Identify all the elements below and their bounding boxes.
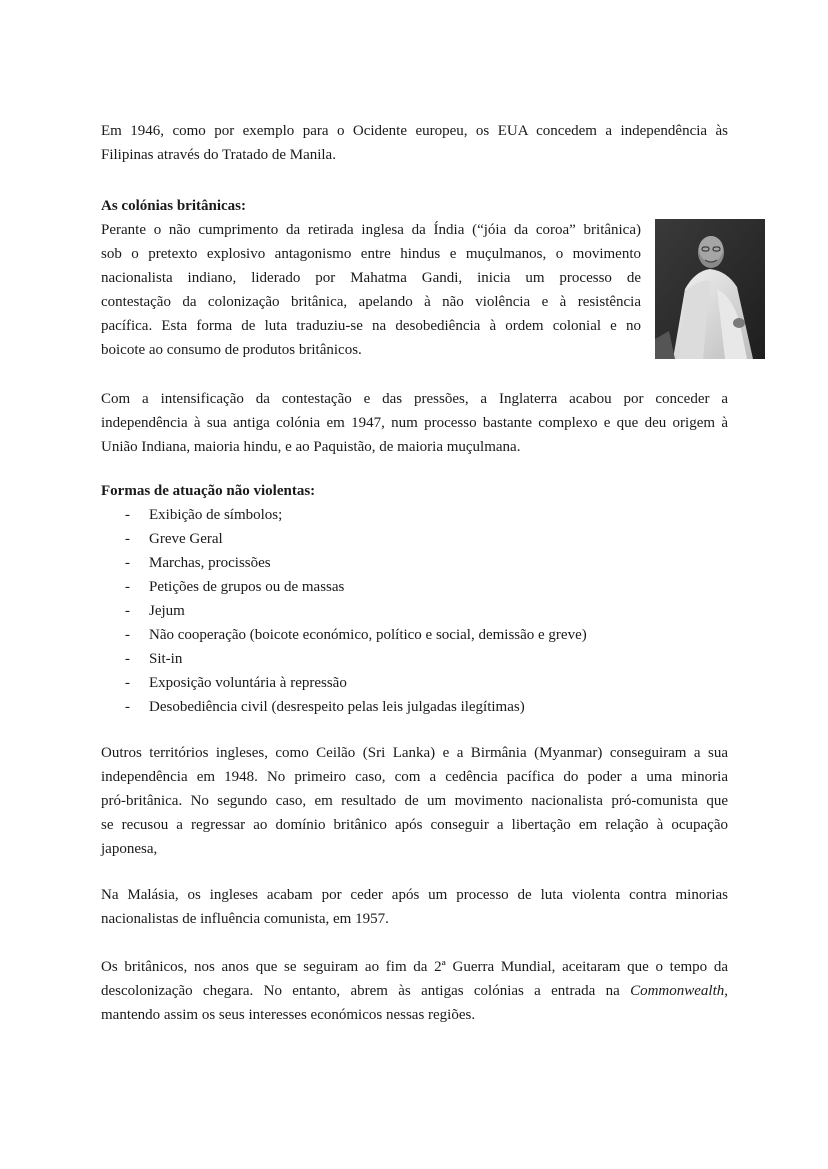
- dash-bullet: -: [125, 507, 130, 523]
- list-item-text: Exibição de símbolos;: [149, 507, 283, 523]
- text-line: Em 1946, como por exemplo para o Ocidente europeu, os EUA concedem a independência às: [101, 123, 728, 139]
- list-item: [101, 647, 728, 671]
- list-item: [101, 503, 728, 527]
- text-line: Perante o não cumprimento da retirada inglesa da Índia (“jóia da coroa” britânica): [101, 222, 641, 238]
- text-line: Na Malásia, os ingleses acabam por ceder após um processo de luta violenta contra minorias: [101, 887, 728, 903]
- list-item-text: Exposição voluntária à repressão: [149, 675, 347, 691]
- heading-british-colonies: As colónias britânicas:: [101, 198, 247, 214]
- text-fragment: ,: [724, 983, 728, 999]
- text-line: independência à sua antiga colónia em 1947, num processo bastante complexo e que deu origem à: [101, 415, 728, 431]
- dash-bullet: -: [125, 579, 130, 595]
- text-line: se recusou a regressar ao domínio britânico após conseguir a libertação em relação à ocupação: [101, 817, 728, 833]
- text-line: mantendo assim os seus interesses económicos nessas regiões.: [101, 1007, 476, 1023]
- list-item-text: Greve Geral: [149, 531, 223, 547]
- dash-bullet: -: [125, 603, 130, 619]
- commonwealth-term: Commonwealth: [630, 983, 725, 999]
- list-item: [101, 671, 728, 695]
- text-line: independência em 1948. No primeiro caso, com a cedência pacífica do poder a uma minoria: [101, 769, 728, 785]
- text-line: Filipinas através do Tratado de Manila.: [101, 147, 336, 163]
- text-line: União Indiana, maioria hindu, e ao Paquistão, de maioria muçulmana.: [101, 439, 521, 455]
- text-fragment: descolonização chegara. No entanto, abrem às antigas colónias a entrada na: [101, 983, 631, 999]
- list-item-text: Desobediência civil (desrespeito pelas leis julgadas ilegítimas): [149, 699, 525, 715]
- list-item-text: Petições de grupos ou de massas: [149, 579, 345, 595]
- text-line: contestação da colonização britânica, apelando à não violência e à resistência: [101, 294, 641, 310]
- text-line: Com a intensificação da contestação e das pressões, a Inglaterra acabou por conceder a: [101, 391, 728, 407]
- list-item: [101, 623, 728, 647]
- list-item-text: Não cooperação (boicote económico, político e social, demissão e greve): [149, 627, 587, 643]
- dash-bullet: -: [125, 555, 130, 571]
- heading-nonviolent-forms: Formas de atuação não violentas:: [101, 483, 316, 499]
- list-item-text: Sit-in: [149, 651, 183, 667]
- paragraph-independence-1947: [101, 387, 728, 459]
- list-item-text: Jejum: [149, 603, 185, 619]
- text-line: [101, 979, 728, 1003]
- paragraph-malaysia: [101, 883, 728, 931]
- list-item: [101, 575, 728, 599]
- text-line: nacionalistas de influência comunista, em 1957.: [101, 911, 389, 927]
- paragraph-philippines: [101, 119, 728, 167]
- text-line: Outros territórios ingleses, como Ceilão (Sri Lanka) e a Birmânia (Myanmar) conseguiram a sua: [101, 745, 728, 761]
- paragraph-ceylon-burma: [101, 741, 728, 861]
- text-line: japonesa,: [101, 841, 158, 857]
- dash-bullet: -: [125, 699, 130, 715]
- gandhi-photo: [655, 219, 765, 359]
- list-item: [101, 599, 728, 623]
- text-line: Os britânicos, nos anos que se seguiram ao fim da 2ª Guerra Mundial, aceitaram que o tempo da: [101, 959, 728, 975]
- dash-bullet: -: [125, 627, 130, 643]
- paragraph-india: [101, 218, 641, 362]
- dash-bullet: -: [125, 531, 130, 547]
- dash-bullet: -: [125, 675, 130, 691]
- paragraph-commonwealth: [101, 955, 728, 1027]
- list-item: [101, 551, 728, 575]
- dash-bullet: -: [125, 651, 130, 667]
- text-line: nacionalista indiano, liderado por Mahatma Gandi, inicia um processo de: [101, 270, 641, 286]
- text-line: pró-britânica. No segundo caso, em resultado de um movimento nacionalista pró-comunista que: [101, 793, 728, 809]
- list-item-text: Marchas, procissões: [149, 555, 271, 571]
- list-item: [101, 695, 728, 719]
- gandhi-portrait-image: [655, 219, 765, 359]
- list-item: [101, 527, 728, 551]
- text-line: boicote ao consumo de produtos britânicos.: [101, 342, 362, 358]
- text-line: sob o pretexto explosivo antagonismo entre hindus e muçulmanos, o movimento: [101, 246, 641, 262]
- text-line: pacífica. Esta forma de luta traduziu-se na desobediência à ordem colonial e no: [101, 318, 641, 334]
- nonviolent-forms-list: [101, 503, 728, 719]
